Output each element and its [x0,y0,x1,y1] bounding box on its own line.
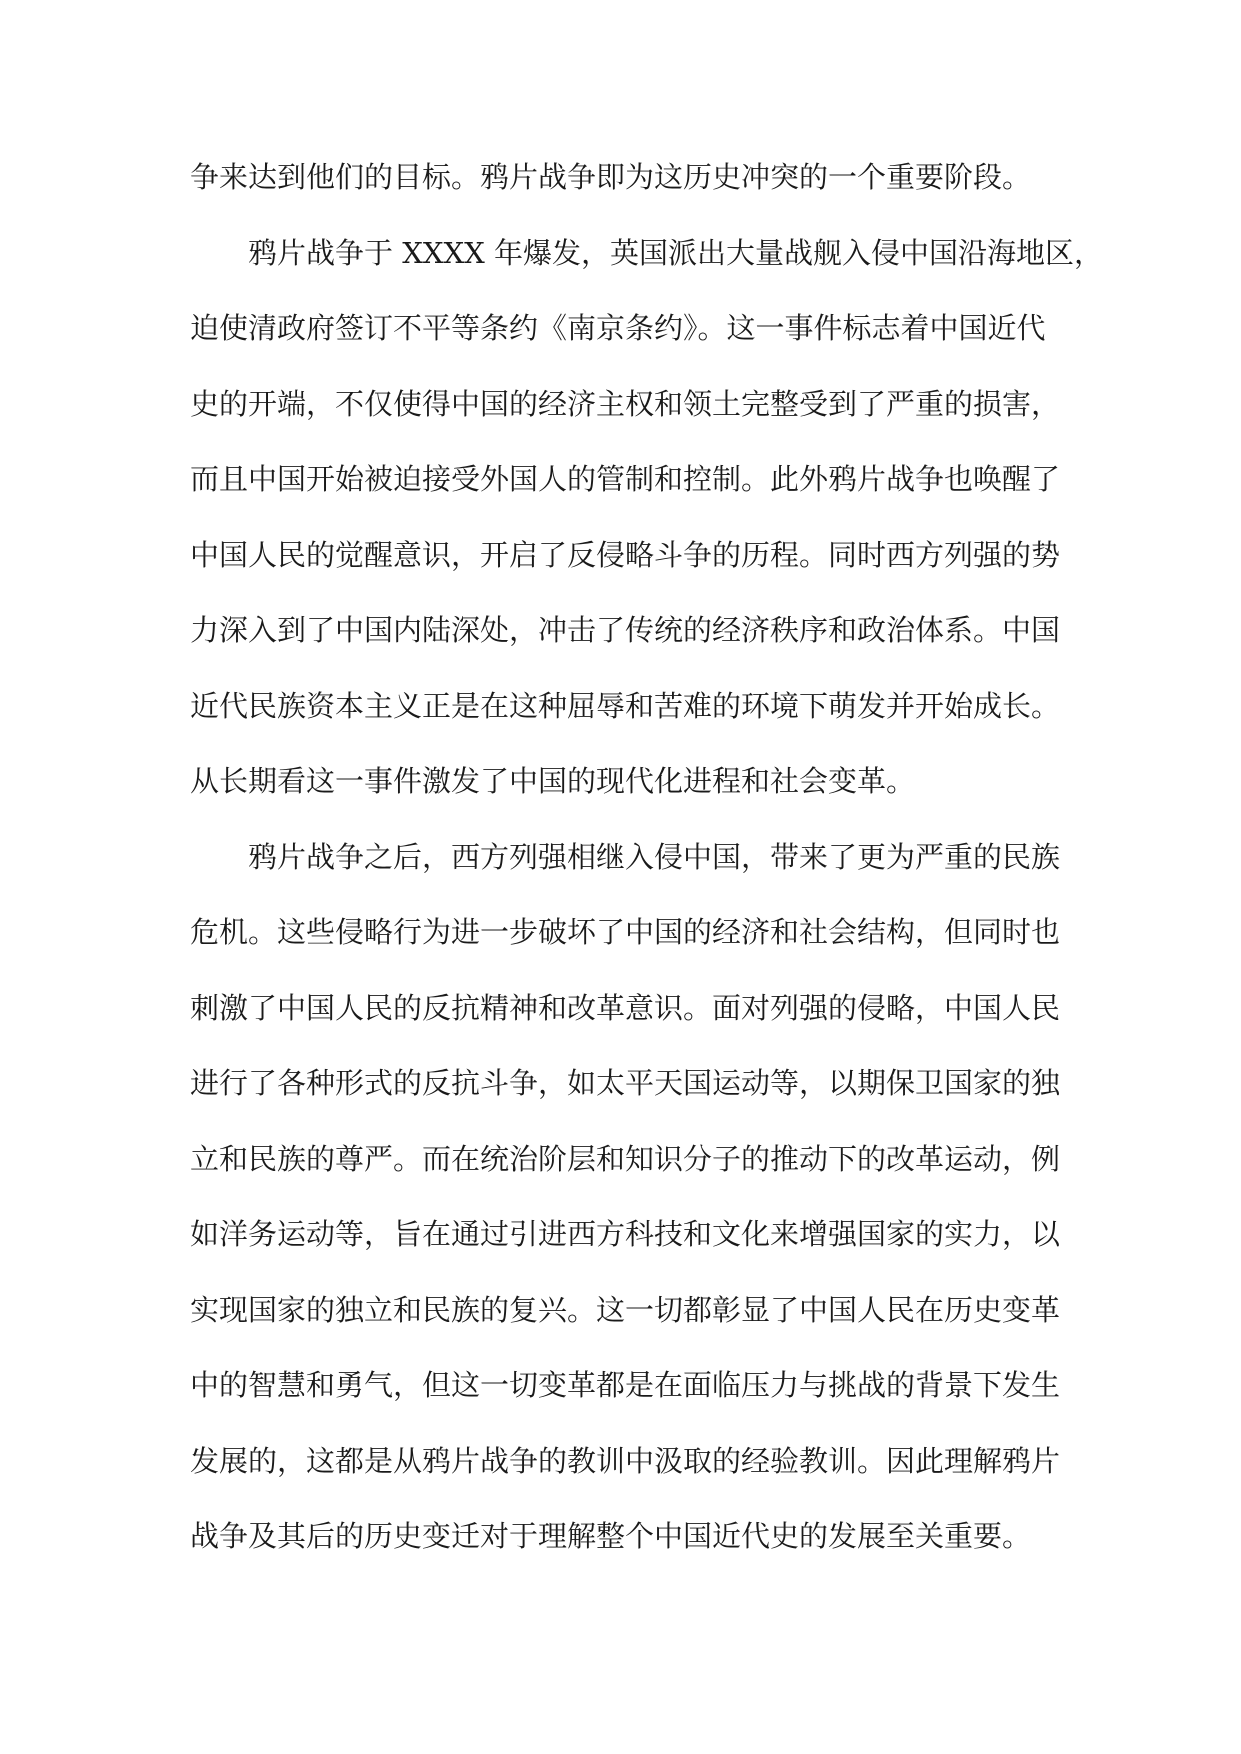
body-text [190,140,1104,1575]
text-line-19: 战争及其后的历史变迁对于理解整个中国近代史的发展至关重要。 [190,1519,1032,1553]
text-line-2: 鸦片战争于 XXXX 年爆发，英国派出大量战舰入侵中国沿海地区， [248,235,1104,270]
text-line-11: 危机。这些侵略行为进一步破坏了中国的经济和社会结构，但同时也 [190,915,1061,949]
text-line-10: 鸦片战争之后，西方列强相继入侵中国，带来了更为严重的民族 [248,839,1061,874]
text-line-7: 力深入到了中国内陆深处，冲击了传统的经济秩序和政治体系。中国 [190,613,1061,647]
text-line-6: 中国人民的觉醒意识，开启了反侵略斗争的历程。同时西方列强的势 [190,537,1061,572]
text-line-3: 迫使清政府签订不平等条约《南京条约》。这一事件标志着中国近代 [190,311,1046,345]
text-line-13: 进行了各种形式的反抗斗争，如太平天国运动等，以期保卫国家的独 [190,1066,1061,1100]
text-line-9: 从长期看这一事件激发了中国的现代化进程和社会变革。 [190,764,916,798]
text-line-18: 发展的，这都是从鸦片战争的教训中汲取的经验教训。因此理解鸦片 [190,1443,1061,1478]
text-line-12: 刺激了中国人民的反抗精神和改革意识。面对列强的侵略，中国人民 [190,990,1061,1025]
text-line-17: 中的智慧和勇气，但这一切变革都是在面临压力与挑战的背景下发生 [190,1368,1061,1402]
text-line-14: 立和民族的尊严。而在统治阶层和知识分子的推动下的改革运动，例 [190,1141,1061,1176]
text-line-8: 近代民族资本主义正是在这种屈辱和苦难的环境下萌发并开始成长。 [190,688,1061,723]
text-line-5: 而且中国开始被迫接受外国人的管制和控制。此外鸦片战争也唤醒了 [190,462,1061,496]
text-line-16: 实现国家的独立和民族的复兴。这一切都彰显了中国人民在历史变革 [190,1292,1061,1327]
text-line-1: 争来达到他们的目标。鸦片战争即为这历史冲突的一个重要阶段。 [190,160,1032,194]
text-line-4: 史的开端，不仅使得中国的经济主权和领土完整受到了严重的损害， [190,386,1061,421]
text-line-15: 如洋务运动等，旨在通过引进西方科技和文化来增强国家的实力，以 [190,1217,1061,1251]
